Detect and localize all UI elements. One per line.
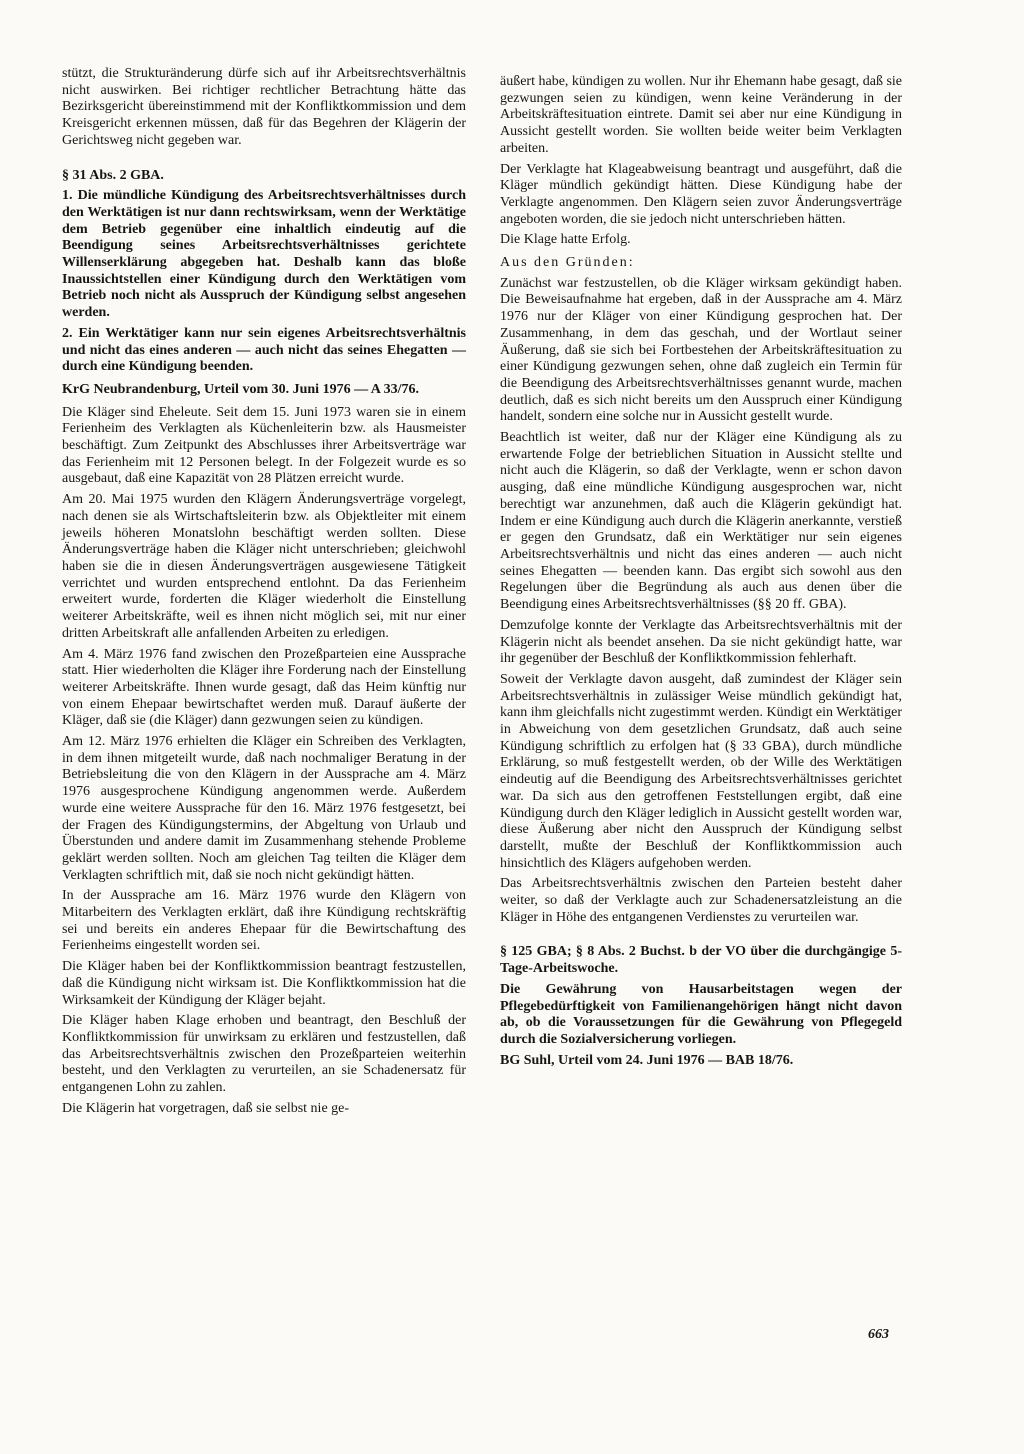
- court-citation-2: BG Suhl, Urteil vom 24. Juni 1976 — BAB 18/76.: [500, 1052, 794, 1068]
- reasons-paragraph: Soweit der Verklagte davon ausgeht, daß zumindest der Kläger sein Arbeitsrechtsverhältnis in zulässiger Weise mündlich gekündigt hat, kann ihm gleichfalls nicht zugestimmt werden. Kündigt ein Werktätiger in Abweichung von dem gesetzlichen Grundsatz, daß auch seine Kündigung schriftlich zu erfolgen hat (§ 33 GBA), durch mündliche Erklärung, so muß festgestellt werden, ob der Wille des Werktätigen eindeutig auf die Beendigung des Arbeitsrechtsverhältnisses gerichtet war. Da sich aus den getroffenen Feststellungen ergibt, daß eine Kündigung durch den Kläger lediglich in Aussicht gestellt worden war, diese Äußerung aber nicht den Ausspruch der Kündigung selbst darstellt, mußte der Beschluß der Konfliktkommission auch hinsichtlich des Klägers aufgehoben werden.: [500, 671, 902, 871]
- reasons-paragraph: Zunächst war festzustellen, ob die Kläger wirksam gekündigt haben. Die Beweisaufnahme hat ergeben, daß in der Aussprache am 4. März 1976 nur der Kläger von einer Kündigung gesprochen hat. Der Zusammenhang, in dem das geschah, und der Wortlaut seiner Äußerung, daß sie sich bei Fortbestehen der Arbeitskräftesituation zu einer Kündigung gezwungen sehen, ohne daß zugleich ein Termin für die Beendigung des Arbeitsrechtsverhältnisses genannt wurde, machen deutlich, daß es sich nicht bereits um den Ausspruch einer Kündigung handelt, sondern eine solche nur in Aussicht gestellt wurde.: [500, 275, 902, 425]
- facts-paragraph: äußert habe, kündigen zu wollen. Nur ihr Ehemann habe gesagt, daß sie gezwungen seien zu kündigen, wenn keine Veränderung in der Arbeitskräftesituation eintrete. Damit sei aber nur eine Kündigung in Aussicht gestellt worden. Sie wollten beide weiter beim Verklagten arbeiten.: [500, 74, 902, 156]
- facts-paragraph: In der Aussprache am 16. März 1976 wurde den Klägern von Mitarbeitern des Verklagten erklärt, daß ihre Kündigung rechtskräftig sei und bereits ein anderes Ehepaar für die Bewirtschaftung des Ferienheims eingestellt worden sei.: [62, 888, 466, 954]
- facts-paragraph: Am 20. Mai 1975 wurden den Klägern Änderungsverträge vorgelegt, nach denen sie als Wirtschaftsleiterin bzw. als Objektleiter mit einem jeweils höheren Monatslohn beschäftigt werden sollten. Diese Änderungsverträge haben die Kläger nicht unterschrieben; gleichwohl haben sie die in diesen Änderungsverträgen ausgewiesene Tätigkeit verrichtet und wurden entsprechend entlohnt. Da das Ferienheim erweitert wurde, forderten die Kläger wiederholt die Einstellung weiterer Arbeitskräfte, weil es ihnen nicht möglich sei, mit nur einer dritten Arbeitskraft alle anfallenden Arbeiten zu erledigen.: [62, 492, 466, 641]
- headnote-3: Die Gewährung von Hausarbeitstagen wegen der Pflegebedürftigkeit von Familienangehörigen hängt nicht davon ab, ob die Voraussetzungen für die Gewährung von Pflegegeld durch die Sozialversicherung vorliegen.: [500, 981, 902, 1047]
- headnote-2: 2. Ein Werktätiger kann nur sein eigenes Arbeitsrechtsverhältnis und nicht das eines anderen — auch nicht das seines Ehegatten — durch eine Kündigung beenden.: [62, 325, 466, 375]
- facts-paragraph: Am 12. März 1976 erhielten die Kläger ein Schreiben des Verklagten, in dem ihnen mitgeteilt wurde, daß nach nochmaliger Beratung in der Betriebsleitung die von den Klägern in der Aussprache am 4. März 1976 ausgesprochene Kündigung angenommen werde. Außerdem wurde eine weitere Aussprache für den 16. März 1976 festgesetzt, bei der Fragen des Kündigungstermins, der Abgeltung von Urlaub und Überstunden und andere damit im Zusammenhang stehende Probleme geklärt werden sollten. Noch am gleichen Tag teilten die Kläger dem Verklagten schriftlich mit, daß sie noch nicht gekündigt hätten.: [62, 734, 466, 883]
- reasons-paragraph: Beachtlich ist weiter, daß nur der Kläger eine Kündigung als zu erwartende Folge der betrieblichen Situation in Aussicht stellte und nicht auch die Klägerin, so daß der Verklagte, wenn er schon davon ausging, daß eine mündliche Kündigung ausgesprochen war, nicht berechtigt war anzunehmen, daß auch die Klägerin gekündigt hat. Indem er eine Kündigung auch durch die Klägerin anerkannte, verstieß er gegen den Grundsatz, daß ein Werktätiger nur sein eigenes Arbeitsrechtsverhältnis und nicht das eines anderen — auch nicht seines Ehegatten — beenden kann. Das ergibt sich sowohl aus den Regelungen über die Begründung als auch aus denen über die Beendigung eines Arbeitsrechtsverhältnisses (§§ 20 ff. GBA).: [500, 430, 902, 613]
- page-number: 663: [868, 1327, 889, 1342]
- intro-paragraph: stützt, die Strukturänderung dürfe sich auf ihr Arbeitsrechtsverhältnis nicht auswirken. Bei richtiger rechtlicher Betrachtung hätte das Bezirksgericht übereinstimmend mit der Konfliktkommission und dem Kreisgericht erkennen müssen, daß für das Begehren der Klägerin der Gerichtsweg nicht gegeben war.: [62, 66, 466, 148]
- court-citation: KrG Neubrandenburg, Urteil vom 30. Juni 1976 — A 33/76.: [62, 381, 420, 397]
- reasons-title: Aus den Gründen:: [500, 255, 635, 271]
- section-heading-2: § 125 GBA; § 8 Abs. 2 Buchst. b der VO über die durchgängige 5-Tage-Arbeitswoche.: [500, 944, 902, 977]
- reasons-paragraph: Das Arbeitsrechtsverhältnis zwischen den Parteien besteht daher weiter, so daß der Verklagte auch zur Schadenersatzleistung an die Kläger in Höhe des entgangenen Verdienstes zu verurteilen war.: [500, 876, 902, 925]
- facts-paragraph: Die Klage hatte Erfolg.: [500, 232, 631, 248]
- facts-paragraph: Der Verklagte hat Klageabweisung beantragt und ausgeführt, daß die Kläger mündlich gekündigt hätten. Diese Kündigung habe der Verklagte angenommen. Den Klägern seien zuvor Änderungsverträge angeboten worden, die sie jedoch nicht unterschrieben hätten.: [500, 161, 902, 227]
- section-heading: § 31 Abs. 2 GBA.: [62, 167, 164, 183]
- facts-paragraph: Die Kläger haben bei der Konfliktkommission beantragt festzustellen, daß die Kündigung nicht wirksam ist. Die Konfliktkommission hat die Wirksamkeit der Kündigung der Kläger bejaht.: [62, 959, 466, 1008]
- facts-paragraph: Die Kläger sind Eheleute. Seit dem 15. Juni 1973 waren sie in einem Ferienheim des Verklagten als Küchenleiterin bzw. als Hausmeister beschäftigt. Zum Zeitpunkt des Abschlusses ihrer Arbeitsverträge war das Ferienheim mit 12 Personen belegt. In der Folgezeit wurde es so ausgebaut, daß eine Kapazität von 28 Plätzen erreicht wurde.: [62, 404, 466, 487]
- headnote-1: 1. Die mündliche Kündigung des Arbeitsrechtsverhältnisses durch den Werktätigen ist nur dann rechtswirksam, wenn der Werktätige dem Betrieb gegenüber eine inhaltlich eindeutig auf die Beendigung seines Arbeitsrechtsverhältnisses gerichtete Willenserklärung abgegeben hat. Deshalb kann das bloße Inaussichtstellen einer Kündigung durch den Werktätigen vom Betrieb noch nicht als Ausspruch der Kündigung selbst angesehen werden.: [62, 188, 466, 321]
- reasons-paragraph: Demzufolge konnte der Verklagte das Arbeitsrechtsverhältnis mit der Klägerin nicht als beendet ansehen. Da sie nicht gekündigt hatte, war ihr gegenüber der Beschluß der Konfliktkommission fehlerhaft.: [500, 617, 902, 667]
- right-column: [500, 74, 902, 1073]
- left-column: [62, 66, 466, 1121]
- facts-paragraph: Die Kläger haben Klage erhoben und beantragt, den Beschluß der Konfliktkommission für unwirksam zu erklären und festzustellen, daß das Arbeitsrechtsverhältnis zwischen den Prozeßparteien weiterhin besteht, und den Verklagten zu verurteilen, an sie Schadenersatz für entgangenen Lohn zu zahlen.: [62, 1013, 466, 1096]
- facts-paragraph: Die Klägerin hat vorgetragen, daß sie selbst nie ge-: [62, 1100, 350, 1116]
- facts-paragraph: Am 4. März 1976 fand zwischen den Prozeßparteien eine Aussprache statt. Hier wiederholten die Kläger ihre Forderung nach der Einstellung weiterer Arbeitskräfte. Ihnen wurde gesagt, daß das Heim künftig nur von einem Ehepaar bewirtschaftet werden muß. Darauf äußerte der Kläger, daß sie (die Kläger) dann gezwungen seien zu kündigen.: [62, 646, 466, 729]
